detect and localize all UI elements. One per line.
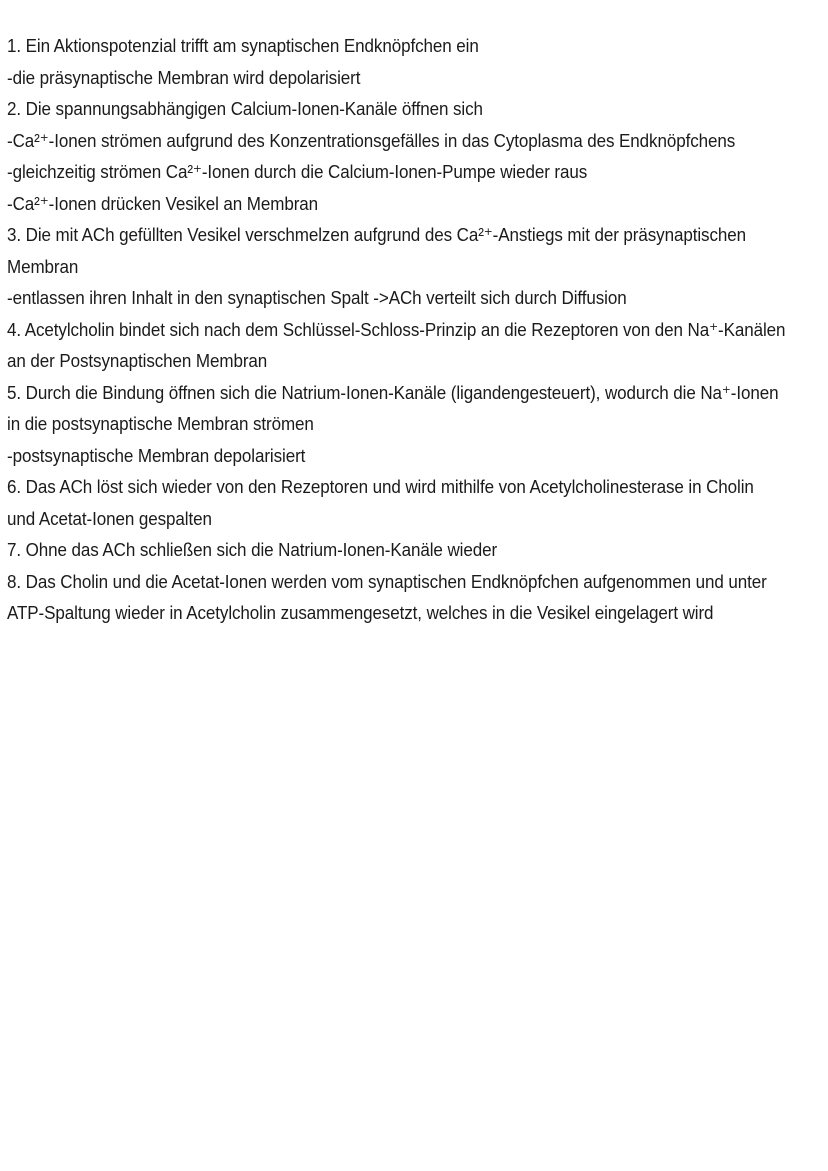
text-line-10: 4. Acetylcholin bindet sich nach dem Schlüssel-Schloss-Prinzip an die Rezeptoren von den Na⁺-Kanälen [7, 318, 786, 340]
text-line-13: in die postsynaptische Membran strömen [7, 413, 314, 434]
text-line-14: -postsynaptische Membran depolarisiert [7, 444, 306, 466]
text-line-11: an der Postsynaptischen Membran [7, 350, 268, 371]
text-line-9: -entlassen ihren Inhalt in den synaptischen Spalt ->ACh verteilt sich durch Diffusion [7, 287, 627, 308]
text-line-2: -die präsynaptische Membran wird depolarisiert [7, 66, 361, 88]
text-line-6: -Ca²⁺-Ionen drücken Vesikel an Membran [7, 192, 319, 214]
text-line-8: Membran [7, 255, 79, 277]
text-line-3: 2. Die spannungsabhängigen Calcium-Ionen-Kanäle öffnen sich [7, 98, 483, 119]
text-line-12: 5. Durch die Bindung öffnen sich die Natrium-Ionen-Kanäle (ligandengesteuert), wodurch die Na⁺-Ionen [7, 381, 779, 403]
text-line-4: -Ca²⁺-Ionen strömen aufgrund des Konzentrationsgefälles in das Cytoplasma des Endknöpfchens [7, 129, 736, 151]
text-line-5: -gleichzeitig strömen Ca²⁺-Ionen durch die Calcium-Ionen-Pumpe wieder raus [7, 161, 588, 182]
text-line-16: und Acetat-Ionen gespalten [7, 507, 212, 529]
notes-text [7, 30, 823, 629]
text-line-18: 8. Das Cholin und die Acetat-Ionen werden vom synaptischen Endknöpfchen aufgenommen und unter [7, 570, 767, 592]
text-line-19: ATP-Spaltung wieder in Acetylcholin zusammengesetzt, welches in die Vesikel eingelagert wird [7, 602, 714, 623]
text-line-1: 1. Ein Aktionspotenzial trifft am synaptischen Endknöpfchen ein [7, 35, 479, 56]
text-line-15: 6. Das ACh löst sich wieder von den Rezeptoren und wird mithilfe von Acetylcholinesterase in Cholin [7, 476, 754, 497]
text-line-7: 3. Die mit ACh gefüllten Vesikel verschmelzen aufgrund des Ca²⁺-Anstiegs mit der präsynaptischen [7, 224, 747, 245]
text-line-17: 7. Ohne das ACh schließen sich die Natrium-Ionen-Kanäle wieder [7, 539, 498, 560]
